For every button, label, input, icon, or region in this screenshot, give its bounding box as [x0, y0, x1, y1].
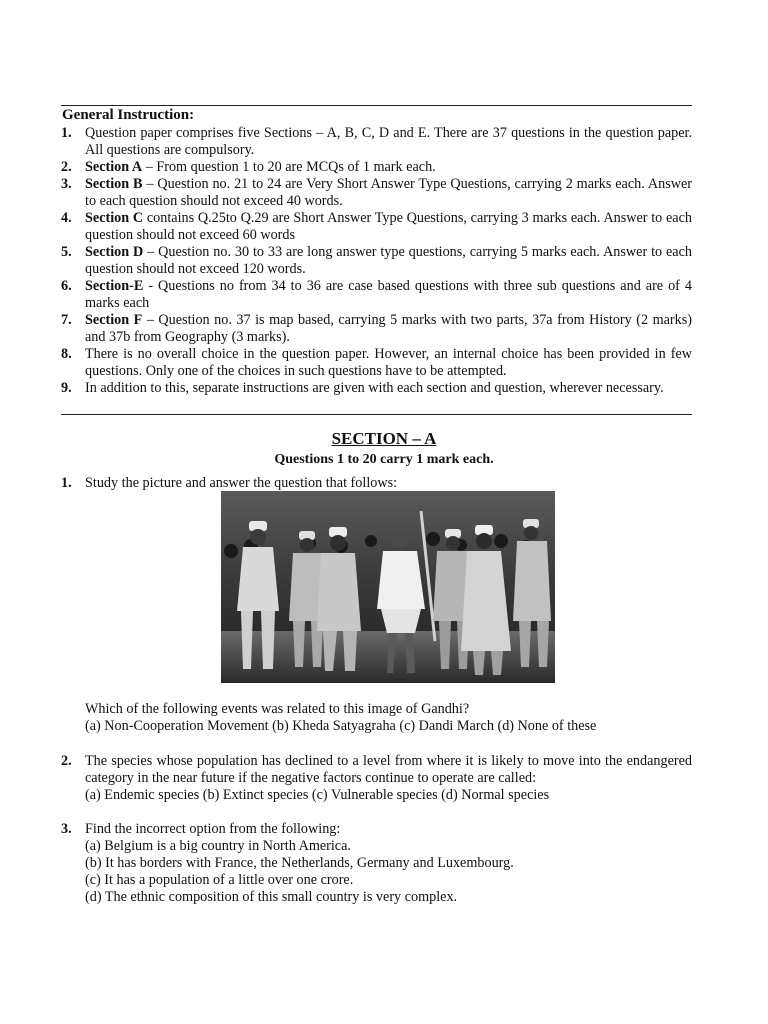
instruction-item	[61, 176, 692, 210]
top-rule	[61, 105, 692, 106]
question-number: 2.	[61, 753, 72, 769]
question-1-body	[61, 701, 692, 735]
instruction-item	[61, 380, 692, 397]
instruction-number: 8.	[61, 346, 72, 362]
question-option: (c) It has a population of a little over one crore.	[85, 872, 354, 888]
question-option: (d) The ethnic composition of this small country is very complex.	[85, 889, 458, 905]
instruction-number: 5.	[61, 244, 72, 260]
instruction-text: Section B – Question no. 21 to 24 are Very Short Answer Type Questions, carrying 2 marks each. Answer to each question should not exceed 40 words.	[85, 176, 692, 209]
instruction-text: Section F – Question no. 37 is map based, carrying 5 marks with two parts, 37a from History (2 marks) and 37b from Geography (3 marks).	[85, 312, 692, 345]
question-3-body	[85, 821, 692, 906]
question-option: (a) Belgium is a big country in North America.	[85, 838, 351, 854]
instruction-text: Section-E - Questions no from 34 to 36 are case based questions with three sub questions and are of 4 marks each	[85, 278, 692, 311]
instruction-item	[61, 210, 692, 244]
instruction-list	[61, 125, 692, 397]
instruction-text: There is no overall choice in the question paper. However, an internal choice has been provided in few questions. Only one of the choices in such questions have to be attempted.	[85, 346, 692, 379]
gandhi-march-photo	[221, 491, 555, 683]
section-title: SECTION – A	[331, 429, 437, 448]
question-2-body	[85, 753, 692, 804]
instruction-number: 6.	[61, 278, 72, 294]
instruction-number: 1.	[61, 125, 72, 141]
question-number: 1.	[61, 475, 72, 491]
bottom-rule	[61, 414, 692, 415]
instruction-text: Section A – From question 1 to 20 are MCQs of 1 mark each.	[85, 159, 436, 175]
question-prompt: Study the picture and answer the question that follows:	[85, 475, 398, 491]
general-instruction-title: General Instruction:	[62, 107, 195, 123]
instruction-text: Section D – Question no. 30 to 33 are long answer type questions, carrying 5 marks each. Answer to each question should not exceed 120 words.	[85, 244, 692, 277]
instruction-item	[61, 159, 692, 176]
instruction-text: Question paper comprises five Sections – A, B, C, D and E. There are 37 questions in the question paper. All questions are compulsory.	[85, 125, 692, 158]
question-option: (b) It has borders with France, the Netherlands, Germany and Luxembourg.	[85, 855, 514, 871]
question-3	[61, 821, 692, 906]
question-1-text	[85, 701, 692, 735]
instruction-text: In addition to this, separate instructions are given with each section and question, wherever necessary.	[85, 380, 664, 396]
question-options: (a) Non-Cooperation Movement (b) Kheda Satyagraha (c) Dandi March (d) None of these	[85, 718, 597, 734]
section-subtitle: Questions 1 to 20 carry 1 mark each.	[274, 452, 494, 467]
instruction-number: 9.	[61, 380, 72, 396]
question-2	[61, 753, 692, 804]
question-options: (a) Endemic species (b) Extinct species (c) Vulnerable species (d) Normal species	[85, 787, 550, 803]
instruction-number: 2.	[61, 159, 72, 175]
question-text: Find the incorrect option from the following:	[85, 821, 341, 837]
instruction-number: 4.	[61, 210, 72, 226]
question-text: Which of the following events was related to this image of Gandhi?	[85, 701, 470, 717]
instruction-item	[61, 312, 692, 346]
instruction-number: 3.	[61, 176, 72, 192]
instruction-text: Section C contains Q.25to Q.29 are Short Answer Type Questions, carrying 3 marks each. Answer to each question should not exceed 60 words	[85, 210, 692, 243]
question-number: 3.	[61, 821, 72, 837]
photo-illustration	[221, 491, 555, 683]
instruction-item	[61, 125, 692, 159]
instruction-item	[61, 346, 692, 380]
instruction-number: 7.	[61, 312, 72, 328]
instruction-item	[61, 278, 692, 312]
instruction-item	[61, 244, 692, 278]
question-text: The species whose population has declined to a level from where it is likely to move into the endangered category in the near future if the negative factors continue to operate are called:	[85, 753, 692, 786]
question-1	[61, 475, 692, 492]
